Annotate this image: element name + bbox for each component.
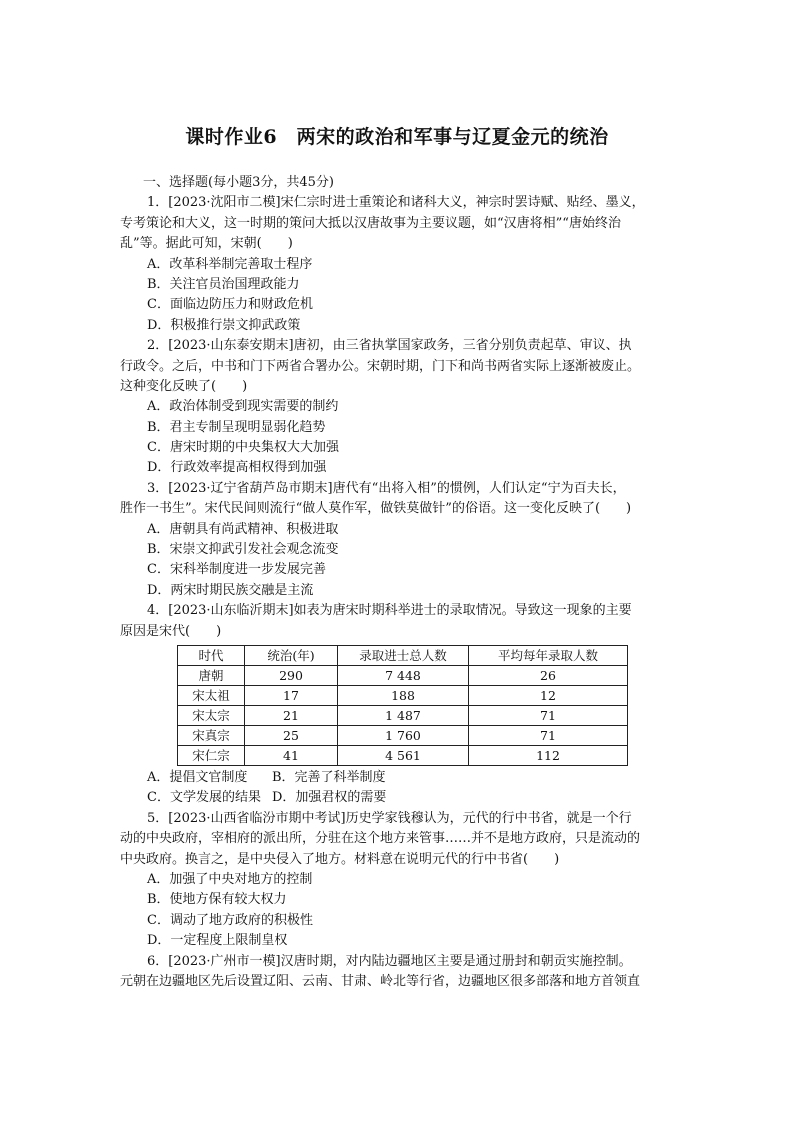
option-c: C．调动了地方政府的积极性 [147,912,313,928]
question-5 [120,809,680,952]
table-header-cell: 统治(年) [245,645,338,665]
question-4 [120,601,680,809]
table-cell: 21 [245,705,338,725]
table-header-cell: 时代 [178,645,245,665]
table-cell: 71 [469,725,628,745]
table-cell: 唐朝 [178,665,245,685]
option-a: A．唐朝具有尚武精神、积极进取 [147,521,339,537]
table-cell: 7 448 [338,665,469,685]
table-cell: 宋真宗 [178,725,245,745]
question-stem-line: 6．[2023·广州市一模]汉唐时期，对内陆边疆地区主要是通过册封和朝贡实施控制。 [147,953,632,969]
table-header-row [178,645,628,665]
question-stem-line: 原因是宋代( ) [120,623,222,639]
table-row [178,745,628,765]
table-cell: 41 [245,745,338,765]
question-stem-line: 5．[2023·山西省临汾市期中考试]历史学家钱穆认为，元代的行中书省，就是一个行 [147,810,632,826]
question-stem-line: 胜作一书生”。宋代民间则流行“做人莫作军，做铁莫做针”的俗语。这一变化反映了( ) [120,501,632,517]
option-a: A．政治体制受到现实需要的制约 [147,399,339,415]
table-header-cell: 录取进士总人数 [338,645,469,665]
table-cell: 290 [245,665,338,685]
option-b: B．宋崇文抑武引发社会观念流变 [147,542,339,558]
option-b: B．使地方保有较大权力 [147,892,287,908]
table-cell: 112 [469,745,628,765]
question-6 [120,952,680,993]
option-a: A．改革科举制完善取士程序 [147,256,313,272]
question-stem-line: 专考策论和大义，这一时期的策问大抵以汉唐故事为主要议题，如“汉唐将相”“唐始终治 [120,215,621,231]
table-cell: 26 [469,665,628,685]
table-cell: 宋太祖 [178,685,245,705]
question-stem-line: 2．[2023·山东泰安期末]唐初，由三省执掌国家政务，三省分别负责起草、审议、执 [147,338,632,354]
table-cell: 宋仁宗 [178,745,245,765]
table-cell: 宋太宗 [178,705,245,725]
question-stem-line: 元朝在边疆地区先后设置辽阳、云南、甘肃、岭北等行省，边疆地区很多部落和地方首领直 [120,973,641,989]
table-header-cell: 平均每年录取人数 [469,645,628,665]
option-d: D．行政效率提高相权得到加强 [147,460,327,476]
question-stem-line: 行政令。之后，中书和门下两省合署办公。宋朝时期，门下和尚书两省实际上逐渐被废止。 [120,358,641,374]
option-d: D．两宋时期民族交融是主流 [147,582,314,598]
question-stem-line: 这种变化反映了( ) [120,378,248,394]
options-row [120,768,680,788]
options-row [120,788,680,808]
table-row [178,665,628,685]
option-c: C．宋科举制度进一步发展完善 [147,562,326,578]
section-heading: 一、选择题(每小题3分，共45分) [143,175,334,190]
table-cell: 25 [245,725,338,745]
table-row [178,725,628,745]
question-2 [120,336,680,479]
question-stem-line: 1．[2023·沈阳市二模]宋仁宗时进士重策论和诸科大义，神宗时罢诗赋、贴经、墨义， [147,195,645,211]
table-cell: 12 [469,685,628,705]
option-c: C．唐宋时期的中央集权大大加强 [147,440,339,456]
option-d: D．加强君权的需要 [272,790,387,806]
question-1 [120,193,680,336]
question-stem-line: 动的中央政府，宰相府的派出所，分驻在这个地方来管事……并不是地方政府，只是流动的 [120,831,641,847]
table-cell: 17 [245,685,338,705]
table-cell: 4 561 [338,745,469,765]
admission-table [177,645,628,766]
option-b: B．完善了科举制度 [272,769,386,785]
option-b: B．关注官员治国理政能力 [147,276,300,292]
option-c: C．文学发展的结果 [147,790,261,806]
table-row [178,685,628,705]
option-a: A．加强了中央对地方的控制 [147,871,313,887]
question-stem-line: 4．[2023·山东临沂期末]如表为唐宋时期科举进士的录取情况。导致这一现象的主要 [147,603,632,619]
question-stem-line: 中央政府。换言之，是中央侵入了地方。材料意在说明元代的行中书省( ) [120,851,560,867]
option-c: C．面临边防压力和财政危机 [147,297,313,313]
option-a: A．提倡文官制度 [147,769,248,785]
option-d: D．一定程度上限制皇权 [147,933,288,949]
table-cell: 1 760 [338,725,469,745]
question-3 [120,479,680,601]
table-cell: 1 487 [338,705,469,725]
table-row [178,705,628,725]
table-cell: 188 [338,685,469,705]
question-stem-line: 乱”等。据此可知，宋朝( ) [120,236,293,252]
table-cell: 71 [469,705,628,725]
question-stem-line: 3．[2023·辽宁省葫芦岛市期末]唐代有“出将入相”的惯例，人们认定“宁为百夫长， [147,480,626,496]
option-b: B．君主专制呈现明显弱化趋势 [147,419,326,435]
option-d: D．积极推行崇文抑武政策 [147,317,301,333]
document-body [120,173,680,992]
page-title: 课时作业6 两宋的政治和军事与辽夏金元的统治 [185,126,609,148]
